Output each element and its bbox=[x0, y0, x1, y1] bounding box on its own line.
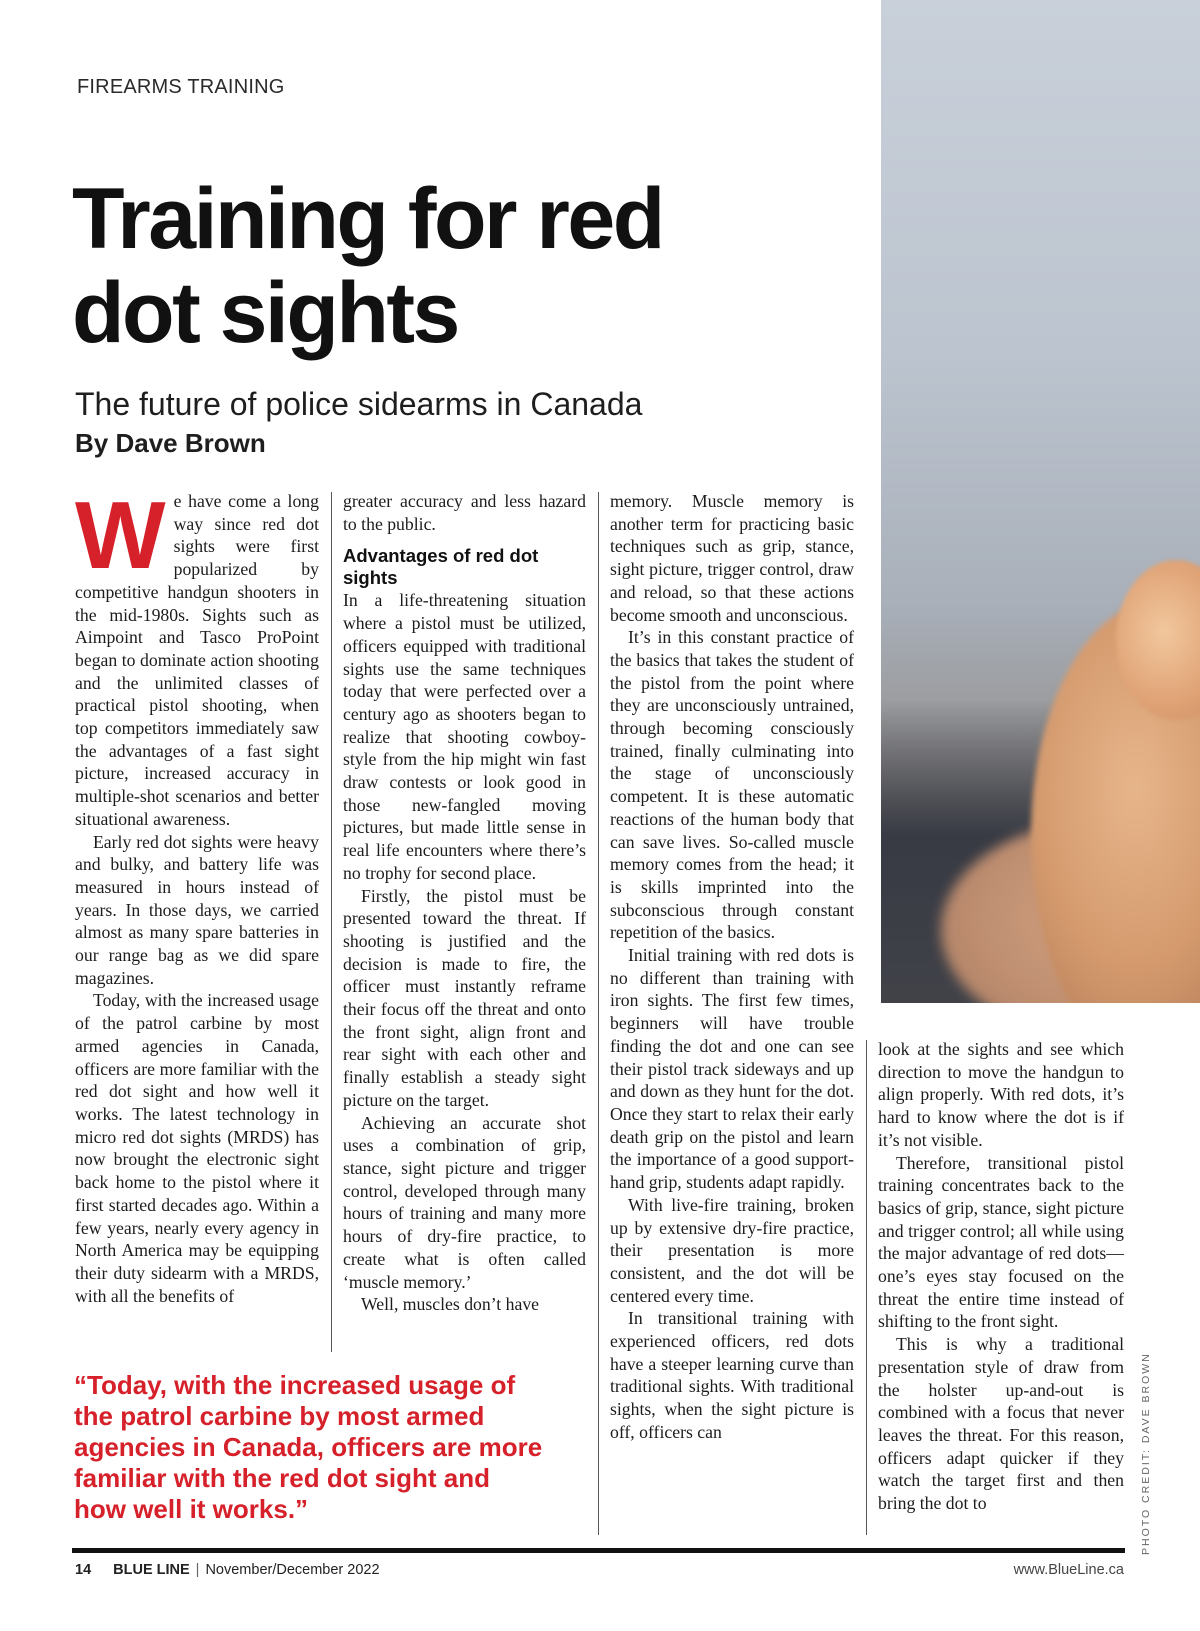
footer-rule bbox=[72, 1548, 1125, 1553]
paragraph: e have come a long way since red dot sights were first popularized by competitive handgun shooters in the mid-1980s. Sights such as Aimpoint and Tasco ProPoint began to dominate action shooting and the unlimited classes of practical pistol shooting, when top competitors immediately saw the advantages of a fast sight picture, increased accuracy in multiple-shot scenarios and better situational awareness. bbox=[75, 491, 319, 829]
paragraph: Therefore, transitional pistol training concentrates back to the basics of grip, stance, sight picture and trigger control; all while using the major advantage of red dots—one’s eyes stay focused on the threat the entire time instead of shifting to the front sight. bbox=[878, 1152, 1124, 1332]
paragraph: greater accuracy and less hazard to the public. bbox=[343, 491, 586, 534]
paragraph: Early red dot sights were heavy and bulky, and battery life was measured in hours instead of years. In those days, we carried almost as many spare batteries in our range bag as we did spare magazines. bbox=[75, 831, 319, 988]
pull-quote: “Today, with the increased usage of the patrol carbine by most armed agencies in Canada, officers are more familiar with the red dot sight and how well it works.” bbox=[74, 1370, 543, 1524]
column-divider bbox=[598, 492, 599, 1535]
magazine-name: BLUE LINE bbox=[113, 1562, 190, 1578]
section-label: FIREARMS TRAINING bbox=[77, 76, 285, 98]
paragraph: Well, muscles don’t have bbox=[361, 1294, 540, 1315]
paragraph: Firstly, the pistol must be presented toward the threat. If shooting is justified and the decision is made to fire, the officer must instantly reframe their focus off the threat and onto the front sight, align front and rear sight with each other and finally establish a steady sight picture on the target. bbox=[343, 885, 586, 1110]
headline: Training for red dot sights bbox=[72, 171, 663, 361]
article-column-4 bbox=[878, 1038, 1124, 1515]
issue-date: November/December 2022 bbox=[205, 1562, 380, 1578]
paragraph: In transitional training with experienced officers, red dots have a steeper learning curve than traditional sights. With traditional sights, when the sight picture is off, officers can bbox=[610, 1308, 854, 1442]
paragraph: memory. Muscle memory is another term for practicing basic techniques such as grip, stance, sight picture, trigger control, draw and reload, so that these actions become smooth and unconscious. bbox=[610, 491, 854, 625]
drop-cap: W bbox=[75, 482, 166, 589]
paragraph: Achieving an accurate shot uses a combination of grip, stance, sight picture and trigger control, developed through many hours of training and many more hours of dry-fire practice, to create what is often called ‘muscle memory.’ bbox=[343, 1112, 586, 1292]
paragraph: Today, with the increased usage of the patrol carbine by most armed agencies in Canada, officers are more familiar with the red dot sight and how well it works. The latest technology in micro red dot sights (MRDS) has now brought the electronic sight back home to the pistol where it first started decades ago. Within a few years, nearly every agency in North America may be equipping their duty sidearm with a MRDS, with all the benefits of bbox=[75, 990, 319, 1306]
column-divider bbox=[866, 1040, 867, 1535]
article-column-2 bbox=[343, 490, 586, 1316]
byline: By Dave Brown bbox=[75, 428, 266, 458]
paragraph: With live-fire training, broken up by extensive dry-fire practice, their presentation is more consistent, and the dot will be centered every time. bbox=[610, 1194, 854, 1306]
footer-separator: | bbox=[195, 1562, 200, 1578]
article-column-3 bbox=[610, 490, 854, 1444]
article-column-1 bbox=[75, 482, 319, 1307]
footer-left bbox=[75, 1562, 380, 1578]
website-link[interactable]: www.BlueLine.ca bbox=[1013, 1562, 1124, 1578]
paragraph: In a life-threatening situation where a pistol must be utilized, officers equipped with traditional sights use the same techniques today that were perfected over a century ago as shooters began to realize that shooting cowboy-style from the hip might win fast draw contests or look good in those new-fangled moving pictures, but made little sense in real life encounters where there’s no trophy for second place. bbox=[343, 590, 586, 883]
page-number: 14 bbox=[75, 1562, 92, 1578]
article-photo bbox=[881, 0, 1200, 1003]
paragraph: It’s in this constant practice of the basics that takes the student of the pistol from the point where they are unconsciously untrained, through becoming consciously trained, finally culminating into the stage of unconsciously competent. It is these automatic reactions of the human body that can save lives. So-called muscle memory comes from the head; it is skills imprinted into the subconscious through constant repetition of the basics. bbox=[610, 627, 854, 943]
paragraph: Initial training with red dots is no different than training with iron sights. The first few times, beginners will have trouble finding the dot and one can see their pistol track sideways and up and down as they hunt for the dot. Once they start to relax their early death grip on the pistol and learn the importance of a good support-hand grip, students adapt rapidly. bbox=[610, 945, 854, 1193]
photo-credit: PHOTO CREDIT: DAVE BROWN bbox=[1140, 1352, 1152, 1555]
section-heading: Advantages of red dot sights bbox=[343, 545, 539, 589]
column-divider bbox=[331, 492, 332, 1352]
subtitle: The future of police sidearms in Canada bbox=[75, 386, 643, 422]
paragraph: look at the sights and see which direction to move the handgun to align properly. With red dots, it’s hard to know where the dot is if it’s not visible. bbox=[878, 1039, 1124, 1150]
paragraph: This is why a traditional presentation style of draw from the holster up-and-out is combined with a focus that never leaves the threat. For this reason, officers adapt quicker if they watch the target first and then bring the dot to bbox=[878, 1334, 1124, 1514]
